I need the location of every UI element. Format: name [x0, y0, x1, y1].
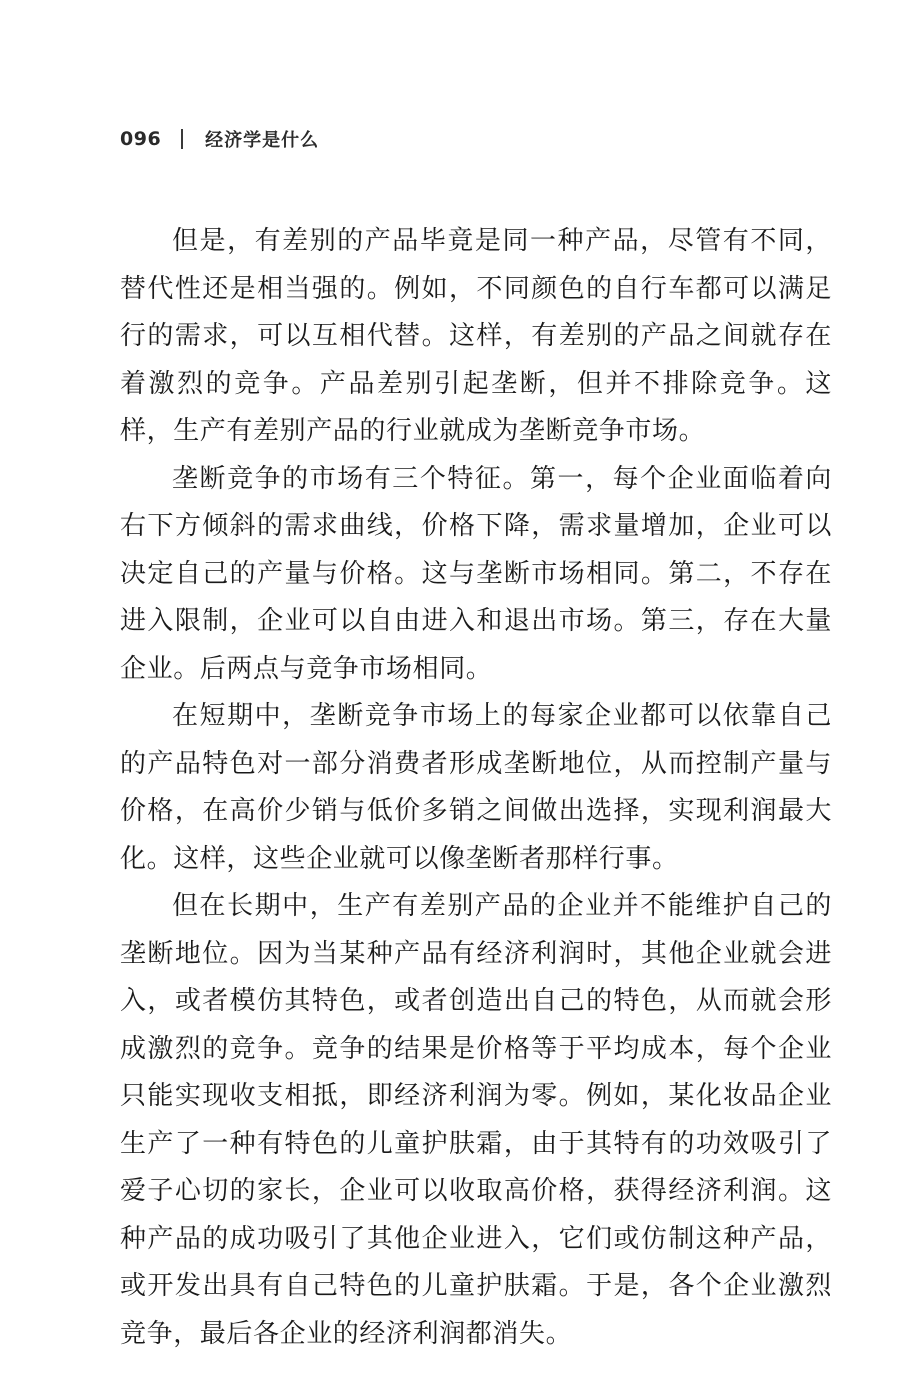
paragraph-2: 垄断竞争的市场有三个特征。第一，每个企业面临着向右下方倾斜的需求曲线，价格下降，需求量增加，企业可以决定自己的产量与价格。这与垄断市场相同。第二，不存在进入限制，企业可以自由进入和退出市场。第三，存在大量企业。后两点与竞争市场相同。 — [120, 463, 832, 684]
body-text — [120, 218, 832, 1358]
paragraph-1: 但是，有差别的产品毕竟是同一种产品，尽管有不同，替代性还是相当强的。例如，不同颜色的自行车都可以满足行的需求，可以互相代替。这样，有差别的产品之间就存在着激烈的竞争。产品差别引起垄断，但并不排除竞争。这样，生产有差别产品的行业就成为垄断竞争市场。 — [120, 226, 832, 446]
running-head — [120, 122, 319, 156]
paragraph-4: 但在长期中，生产有差别产品的企业并不能维护自己的垄断地位。因为当某种产品有经济利润时，其他企业就会进入，或者模仿其特色，或者创造出自己的特色，从而就会形成激烈的竞争。竞争的结果是价格等于平均成本，每个企业只能实现收支相抵，即经济利润为零。例如，某化妆品企业生产了一种有特色的儿童护肤霜，由于其特有的功效吸引了爱子心切的家长，企业可以收取高价格，获得经济利润。这种产品的成功吸引了其他企业进入，它们或仿制这种产品，或开发出具有自己特色的儿童护肤霜。于是，各个企业激烈竞争，最后各企业的经济利润都消失。 — [120, 891, 832, 1349]
page-number: 096 — [120, 128, 162, 150]
header-divider — [181, 129, 183, 149]
paragraph-3: 在短期中，垄断竞争市场上的每家企业都可以依靠自己的产品特色对一部分消费者形成垄断地位，从而控制产量与价格，在高价少销与低价多销之间做出选择，实现利润最大化。这样，这些企业就可以像垄断者那样行事。 — [120, 701, 832, 874]
book-title: 经济学是什么 — [205, 130, 320, 151]
